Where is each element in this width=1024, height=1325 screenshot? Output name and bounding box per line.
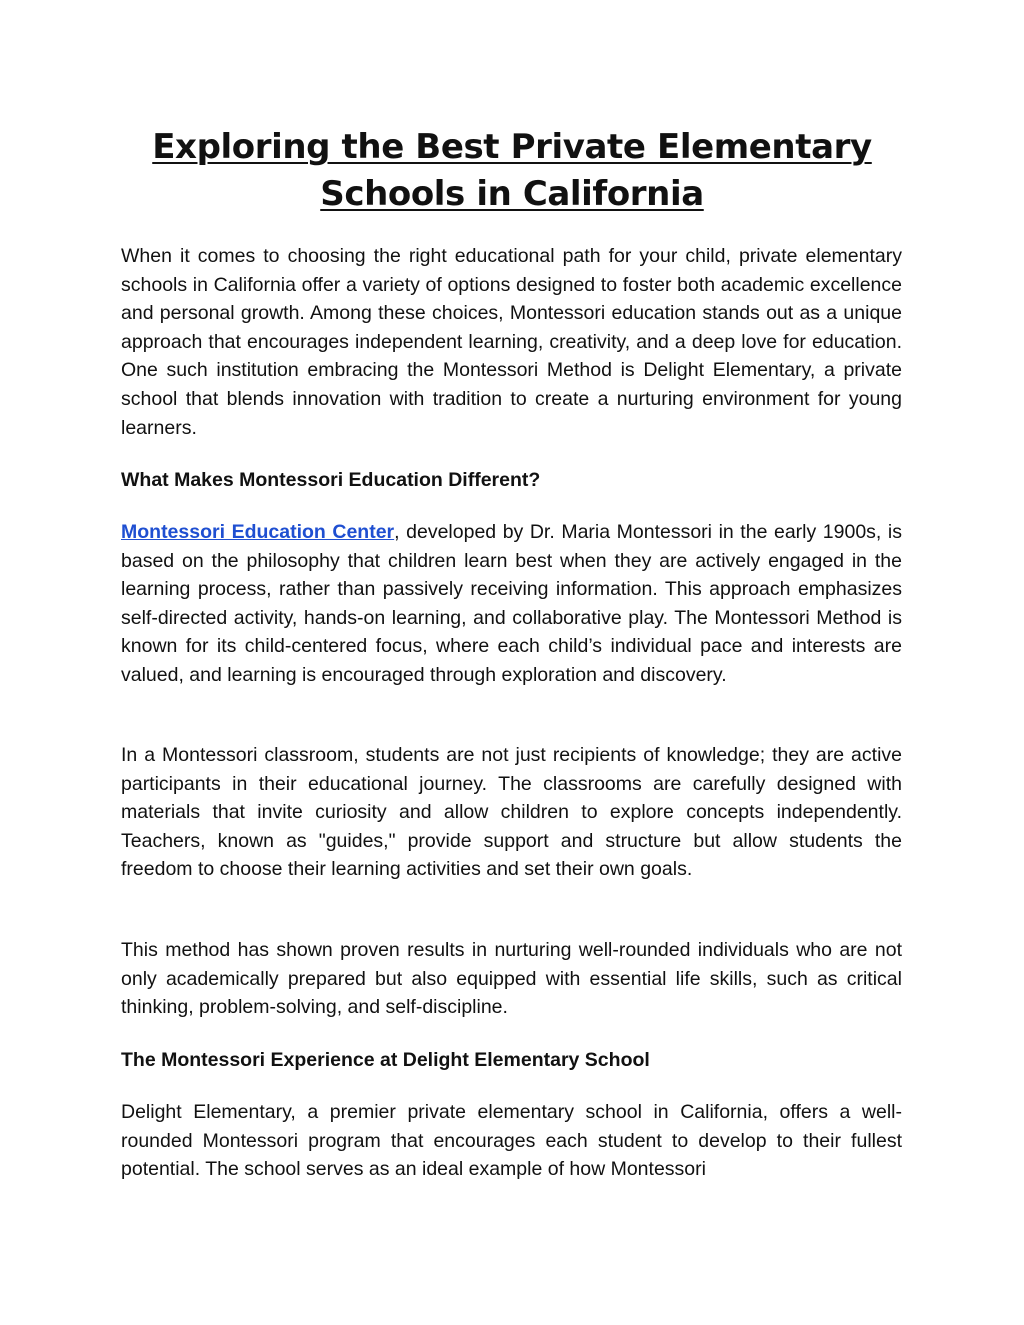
intro-paragraph: When it comes to choosing the right educational path for your child, private elementary schools in California offer a variety of options designed to foster both academic excellence and personal growth. Among these choices, Montessori education stands out as a unique approach that encourages independent learning, creativity, and a deep love for education. One such institution embracing the Montessori Method is Delight Elementary, a private school that blends innovation with tradition to create a nurturing environment for young learners. — [121, 245, 902, 439]
results-paragraph: This method has shown proven results in nurturing well-rounded individuals who are not only academically prepared but also equipped with essential life skills, such as critical thinking, problem-solving, and self-discipline. — [121, 939, 902, 1019]
classroom-paragraph: In a Montessori classroom, students are not just recipients of knowledge; they are active participants in their educational journey. The classrooms are carefully designed with materials that invite curiosity and allow children to explore concepts independently. Teachers, known as "guides," provide support and structure but allow students the freedom to choose their learning activities and set their own goals. — [121, 744, 902, 881]
montessori-education-center-link[interactable]: Montessori Education Center — [121, 521, 395, 543]
delight-elementary-paragraph: Delight Elementary, a premier private elementary school in California, offers a well-rounded Montessori program that encourages each student to develop to their fullest potential. The school serves as an ideal example of how Montessori — [121, 1101, 902, 1181]
overview-paragraph-text: , developed by Dr. Maria Montessori in the early 1900s, is based on the philosophy that children learn best when they are actively engaged in the learning process, rather than passively receiving information. This approach emphasizes self-directed activity, hands-on learning, and collaborative play. The Montessori Method is known for its child-centered focus, where each child’s individual pace and interests are valued, and learning is encouraged through exploration and discovery. — [121, 521, 902, 686]
section-heading-delight-experience: The Montessori Experience at Delight Elementary School — [121, 1049, 650, 1071]
page-title: Exploring the Best Private Elementary Schools in California — [152, 127, 872, 214]
section-heading-montessori-different: What Makes Montessori Education Different? — [121, 469, 541, 491]
montessori-overview-paragraph — [121, 518, 902, 690]
